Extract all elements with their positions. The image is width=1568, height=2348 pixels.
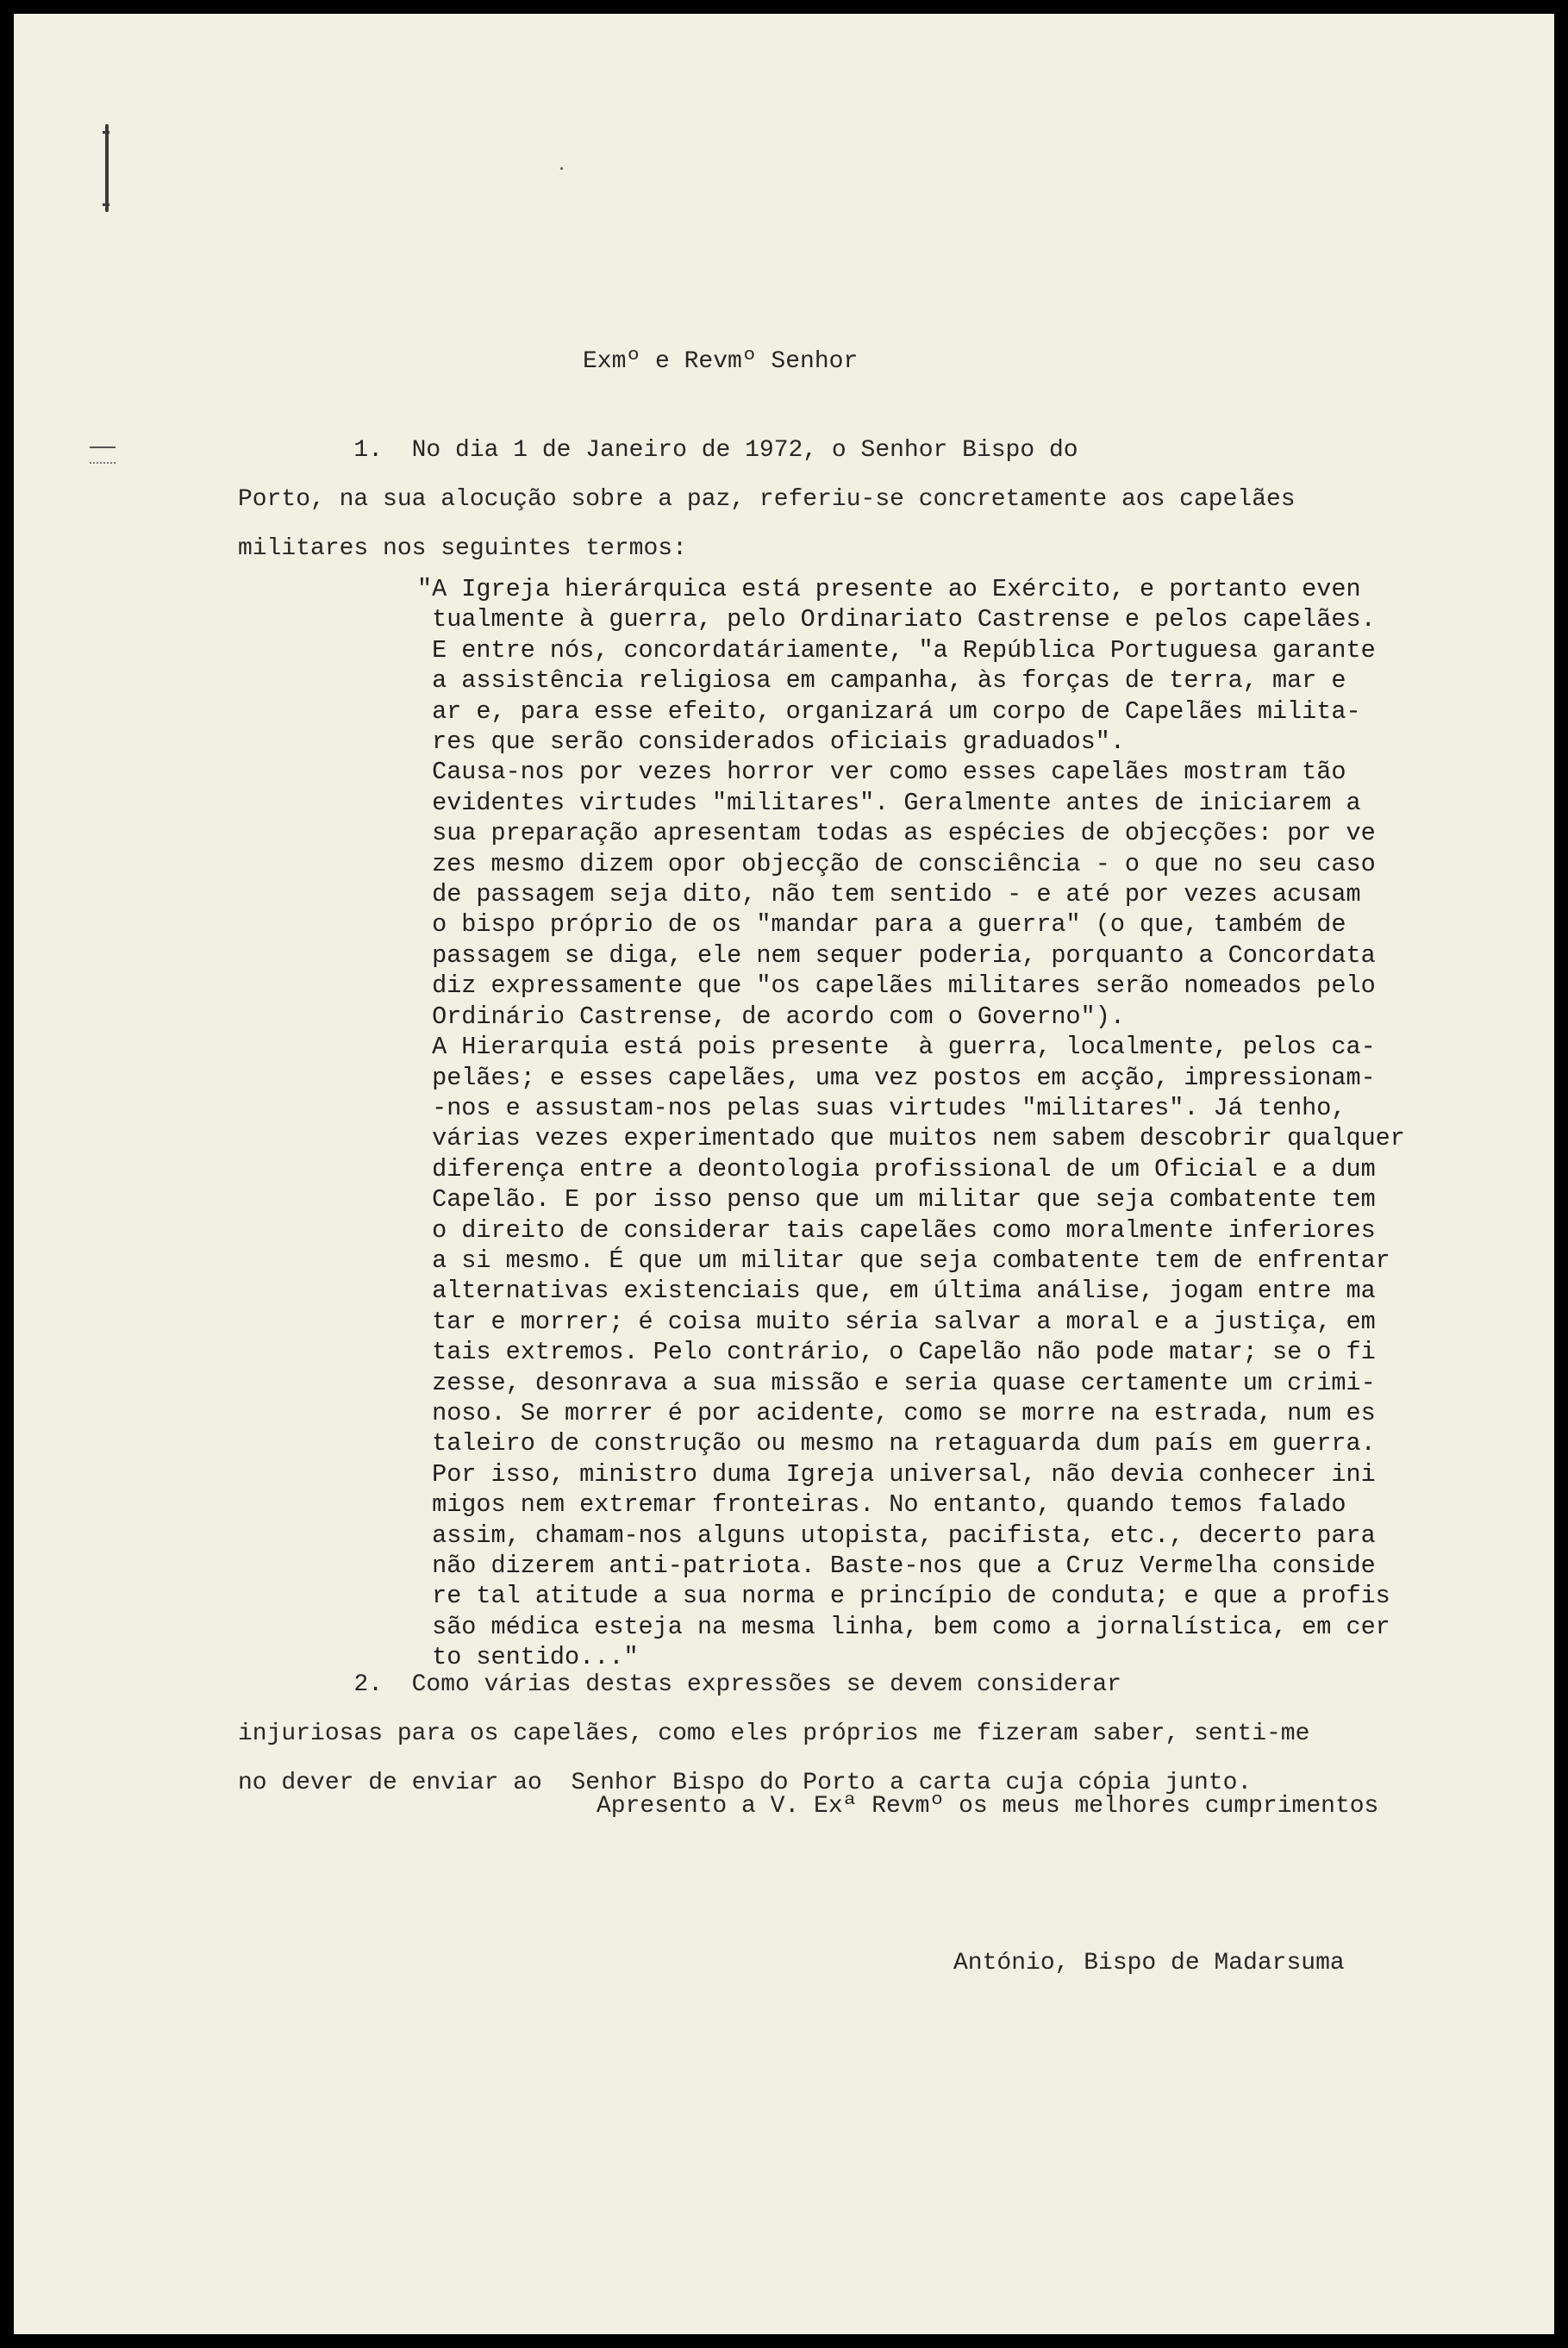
- margin-ink-mark: [90, 446, 116, 464]
- ink-speck: [560, 167, 563, 170]
- paragraph-1: 1. No dia 1 de Janeiro de 1972, o Senhor Bispo do Porto, na sua alocução sobre a paz, referiu-se concretamente aos capelães militares nos seguintes termos:: [238, 437, 1296, 562]
- quoted-allocution: "A Igreja hierárquica está presente ao Exército, e portanto even tualmente à guerra, pelo Ordinariato Castrense e pelos capelães. E entre nós, concordatáriamente, "a República Portuguesa garante a assistência religiosa em campanha, às forças de terra, mar e ar e, para esse efeito, organizará um corpo de Capelães milita- res que serão considerados oficiais graduados". Causa-nos por vezes horror ver como esses capelães mostram tão evidentes virtudes "militares". Geralmente antes de iniciarem a sua preparação apresentam todas as espécies de objecções: por ve zes mesmo dizem opor objecção de consciência - o que no seu caso de passagem seja dito, não tem sentido - e até por vezes acusam o bispo próprio de os "mandar para a guerra" (o que, também de passagem se diga, ele nem sequer poderia, porquanto a Concordata diz expressamente que "os capelães militares serão nomeados pelo Ordinário Castrense, de acordo com o Governo"). A Hierarquia está pois presente à guerra, localmente, pelos ca- pelães; e esses capelães, uma vez postos em acção, impressionam- -nos e assustam-nos pelas suas virtudes "militares". Já tenho, várias vezes experimentado que muitos nem sabem descobrir qualquer diferença entre a deontologia profissional de um Oficial e a dum Capelão. E por isso penso que um militar que seja combatente tem o direito de considerar tais capelães como moralmente inferiores a si mesmo. É que um militar que seja combatente tem de enfrentar alternativas existenciais que, em última análise, jogam entre ma tar e morrer; é coisa muito séria salvar a moral e a justiça, em tais extremos. Pelo contrário, o Capelão não pode matar; se o fi zesse, desonrava a sua missão e seria quase certamente um crimi- noso. Se morrer é por acidente, como se morre na estrada, num es taleiro de construção ou mesmo na retaguarda dum país em guerra. Por isso, ministro duma Igreja universal, não devia conhecer ini migos nem extremar fronteiras. No entanto, quando temos falado assim, chamam-nos alguns utopista, pacifista, etc., decerto para não dizerem anti-patriota. Baste-nos que a Cruz Vermelha conside re tal atitude a sua norma e princípio de conduta; e que a profis são médica esteja na mesma linha, bem como a jornalística, em cer to sentido...": [417, 575, 1405, 1672]
- signature-line: António, Bispo de Madarsuma: [953, 1950, 1345, 1976]
- salutation: Exmº e Revmº Senhor: [583, 348, 859, 375]
- closing-line: Apresento a V. Exª Revmº os meus melhores cumprimentos: [597, 1793, 1379, 1820]
- letter-page: [14, 14, 1554, 2334]
- margin-pencil-mark: [105, 124, 109, 212]
- paragraph-2: 2. Como várias destas expressões se devem considerar injuriosas para os capelães, como eles próprios me fizeram saber, senti-me no dever de enviar ao Senhor Bispo do Porto a carta cuja cópia junto.: [238, 1671, 1310, 1796]
